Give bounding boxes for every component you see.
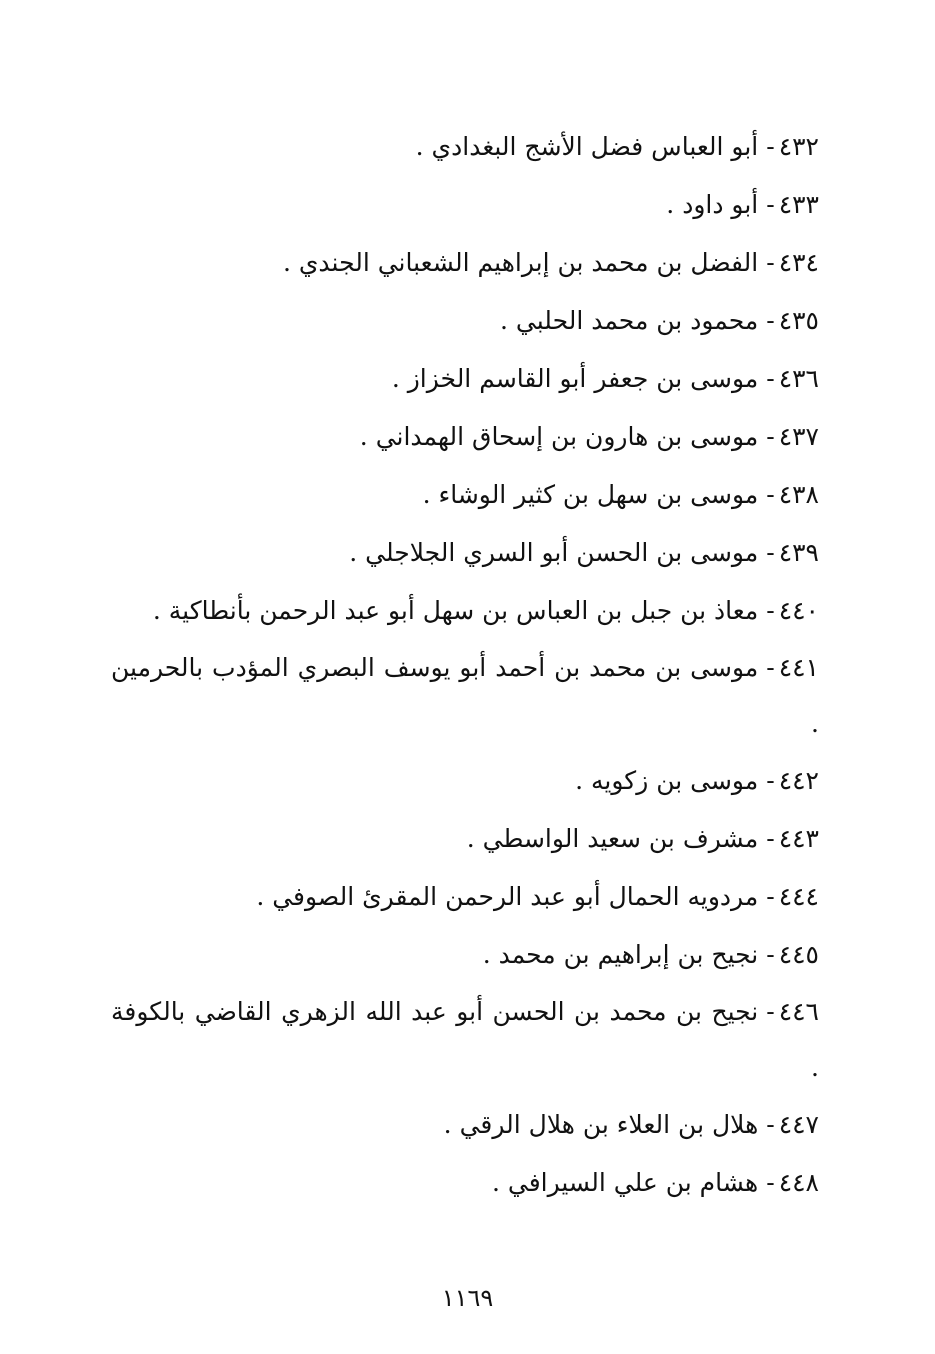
entry-number: ٤٤٤ xyxy=(778,882,819,911)
list-item xyxy=(111,466,819,524)
entry-text: موسى بن زكويه . xyxy=(575,766,759,795)
list-item xyxy=(111,350,819,408)
entry-text: أبو العباس فضل الأشج البغدادي . xyxy=(415,132,759,161)
entry-number: ٤٣٢ xyxy=(778,132,819,161)
entry-text: هلال بن العلاء بن هلال الرقي . xyxy=(443,1110,759,1139)
entry-separator: - xyxy=(766,882,775,911)
entry-number: ٤٤٠ xyxy=(778,596,819,625)
entry-separator: - xyxy=(766,190,775,219)
entry-separator: - xyxy=(766,364,775,393)
list-item xyxy=(111,292,819,350)
entry-text: موسى بن سهل بن كثير الوشاء . xyxy=(422,480,759,509)
entry-number: ٤٣٦ xyxy=(778,364,819,393)
entry-text: محمود بن محمد الحلبي . xyxy=(500,306,759,335)
list-item xyxy=(111,868,819,926)
entry-separator: - xyxy=(766,422,775,451)
entry-separator: - xyxy=(766,653,775,682)
list-item xyxy=(111,1096,819,1154)
entry-number: ٤٤٧ xyxy=(778,1110,819,1139)
entry-text: موسى بن الحسن أبو السري الجلاجلي . xyxy=(349,538,759,567)
entry-separator: - xyxy=(766,766,775,795)
entry-number: ٤٣٤ xyxy=(778,248,819,277)
list-item xyxy=(111,524,819,582)
page-number: ١١٦٩ xyxy=(441,1284,494,1312)
entry-text: هشام بن علي السيرافي . xyxy=(491,1168,759,1197)
list-item xyxy=(111,926,819,984)
entry-separator: - xyxy=(766,997,775,1026)
entry-separator: - xyxy=(766,1110,775,1139)
entry-number: ٤٣٧ xyxy=(778,422,819,451)
list-item xyxy=(111,984,819,1096)
entry-separator: - xyxy=(766,306,775,335)
list-item xyxy=(111,408,819,466)
entry-separator: - xyxy=(766,824,775,853)
narrator-list xyxy=(111,118,819,1212)
list-item xyxy=(111,582,819,640)
entry-separator: - xyxy=(766,538,775,567)
entry-separator: - xyxy=(766,1168,775,1197)
entry-number: ٤٤٥ xyxy=(778,940,819,969)
entry-separator: - xyxy=(766,940,775,969)
entry-separator: - xyxy=(766,480,775,509)
list-item xyxy=(111,640,819,752)
entry-number: ٤٤٦ xyxy=(778,997,819,1026)
entry-text: الفضل بن محمد بن إبراهيم الشعباني الجندي . xyxy=(282,248,759,277)
entry-number: ٤٣٩ xyxy=(778,538,819,567)
entry-text: معاذ بن جبل بن العباس بن سهل أبو عبد الرحمن بأنطاكية . xyxy=(152,596,759,625)
entry-number: ٤٣٨ xyxy=(778,480,819,509)
entry-separator: - xyxy=(766,596,775,625)
list-item xyxy=(111,810,819,868)
entry-number: ٤٤٢ xyxy=(778,766,819,795)
entry-text: نجيح بن إبراهيم بن محمد . xyxy=(482,940,759,969)
list-item xyxy=(111,176,819,234)
entry-text: مشرف بن سعيد الواسطي . xyxy=(466,824,759,853)
entry-number: ٤٤٣ xyxy=(778,824,819,853)
list-item xyxy=(111,118,819,176)
entry-number: ٤٣٥ xyxy=(778,306,819,335)
entry-text: موسى بن محمد بن أحمد أبو يوسف البصري المؤدب بالحرمين . xyxy=(111,653,819,738)
entry-separator: - xyxy=(766,132,775,161)
entry-text: موسى بن جعفر أبو القاسم الخزاز . xyxy=(391,364,759,393)
list-item xyxy=(111,234,819,292)
entry-text: أبو داود . xyxy=(666,190,759,219)
list-item xyxy=(111,1154,819,1212)
list-item xyxy=(111,752,819,810)
entry-text: نجيح بن محمد بن الحسن أبو عبد الله الزهري القاضي بالكوفة . xyxy=(111,997,819,1082)
entry-number: ٤٤٨ xyxy=(778,1168,819,1197)
entry-number: ٤٣٣ xyxy=(778,190,819,219)
entry-text: موسى بن هارون بن إسحاق الهمداني . xyxy=(359,422,759,451)
entry-separator: - xyxy=(766,248,775,277)
entry-text: مردويه الحمال أبو عبد الرحمن المقرئ الصوفي . xyxy=(256,882,759,911)
entry-number: ٤٤١ xyxy=(778,653,819,682)
